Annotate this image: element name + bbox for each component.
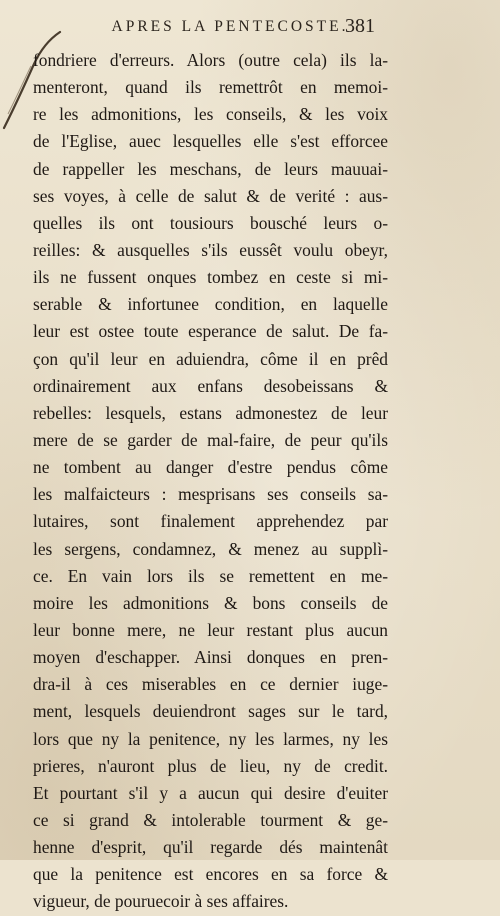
text-line: mere de se garder de mal-faire, de peur qu'ils <box>33 429 388 450</box>
text-line: ne tombent au danger d'estre pendus côme <box>33 457 388 478</box>
text-line: fondriere d'erreurs. Alors (outre cela) ils la- <box>33 50 388 70</box>
page-number: 381 <box>345 15 375 37</box>
text-line: serable & infortunee condition, en laquelle <box>33 294 388 315</box>
text-line: dra-il à ces miserables en ce dernier iuge- <box>33 674 388 695</box>
text-line: lors que ny la penitence, ny les larmes, ny les <box>33 728 388 749</box>
text-line: çon qu'il leur en aduiendra, côme il en prêd <box>33 348 388 369</box>
text-line: les sergens, condamnez, & menez au supplì- <box>33 538 388 559</box>
text-line: que la penitence est encores en sa force & <box>33 864 388 885</box>
text-line: moire les admonitions & bons conseils de <box>33 592 388 613</box>
text-line: quelles ils ont tousiours bousché leurs o- <box>33 212 388 233</box>
text-line: re les admonitions, les conseils, & les voix <box>33 104 388 125</box>
text-line: ordinairement aux enfans desobeissans & <box>33 375 388 396</box>
text-line: leur bonne mere, ne leur restant plus aucun <box>33 619 388 640</box>
text-line: ment, lesquels deuiendront sages sur le tard, <box>33 701 388 722</box>
text-line: moyen d'eschapper. Ainsi donques en pren- <box>33 647 388 668</box>
text-line: ce. En vain lors ils se remettent en me- <box>33 565 388 586</box>
text-line: leur est ostee toute esperance de salut. De fa- <box>33 321 388 342</box>
text-line: ce si grand & intolerable tourment & ge- <box>33 809 388 830</box>
text-line: ils ne fussent onques tombez en ceste si mi- <box>33 267 388 288</box>
text-line: menteront, quand ils remettrôt en memoi- <box>33 77 388 98</box>
text-line: henne d'esprit, qu'il regarde dés maintenât <box>33 837 388 858</box>
text-line: lutaires, sont finalement apprehendez par <box>33 511 388 532</box>
running-head: APRES LA PENTECOSTE. <box>111 18 349 35</box>
text-line: de l'Eglise, auec lesquelles elle s'est efforcee <box>33 131 388 152</box>
text-line: prieres, n'auront plus de lieu, ny de credit. <box>33 755 388 776</box>
text-line: Et pourtant s'il y a aucun qui desire d'euiter <box>33 782 388 803</box>
text-line: de rappeller les meschans, de leurs mauuai- <box>33 158 388 179</box>
text-line: les malfaicteurs : mesprisans ses conseils sa- <box>33 484 388 505</box>
text-line: reilles: & ausquelles s'ils eussêt voulu obeyr, <box>33 239 388 260</box>
body-text <box>33 47 388 916</box>
text-line: rebelles: lesquels, estans admonestez de leur <box>33 402 388 423</box>
text-line: vigueur, de pouruecoir à ses affaires. <box>33 891 289 912</box>
text-line: ses voyes, à celle de salut & de verité : aus- <box>33 185 388 206</box>
